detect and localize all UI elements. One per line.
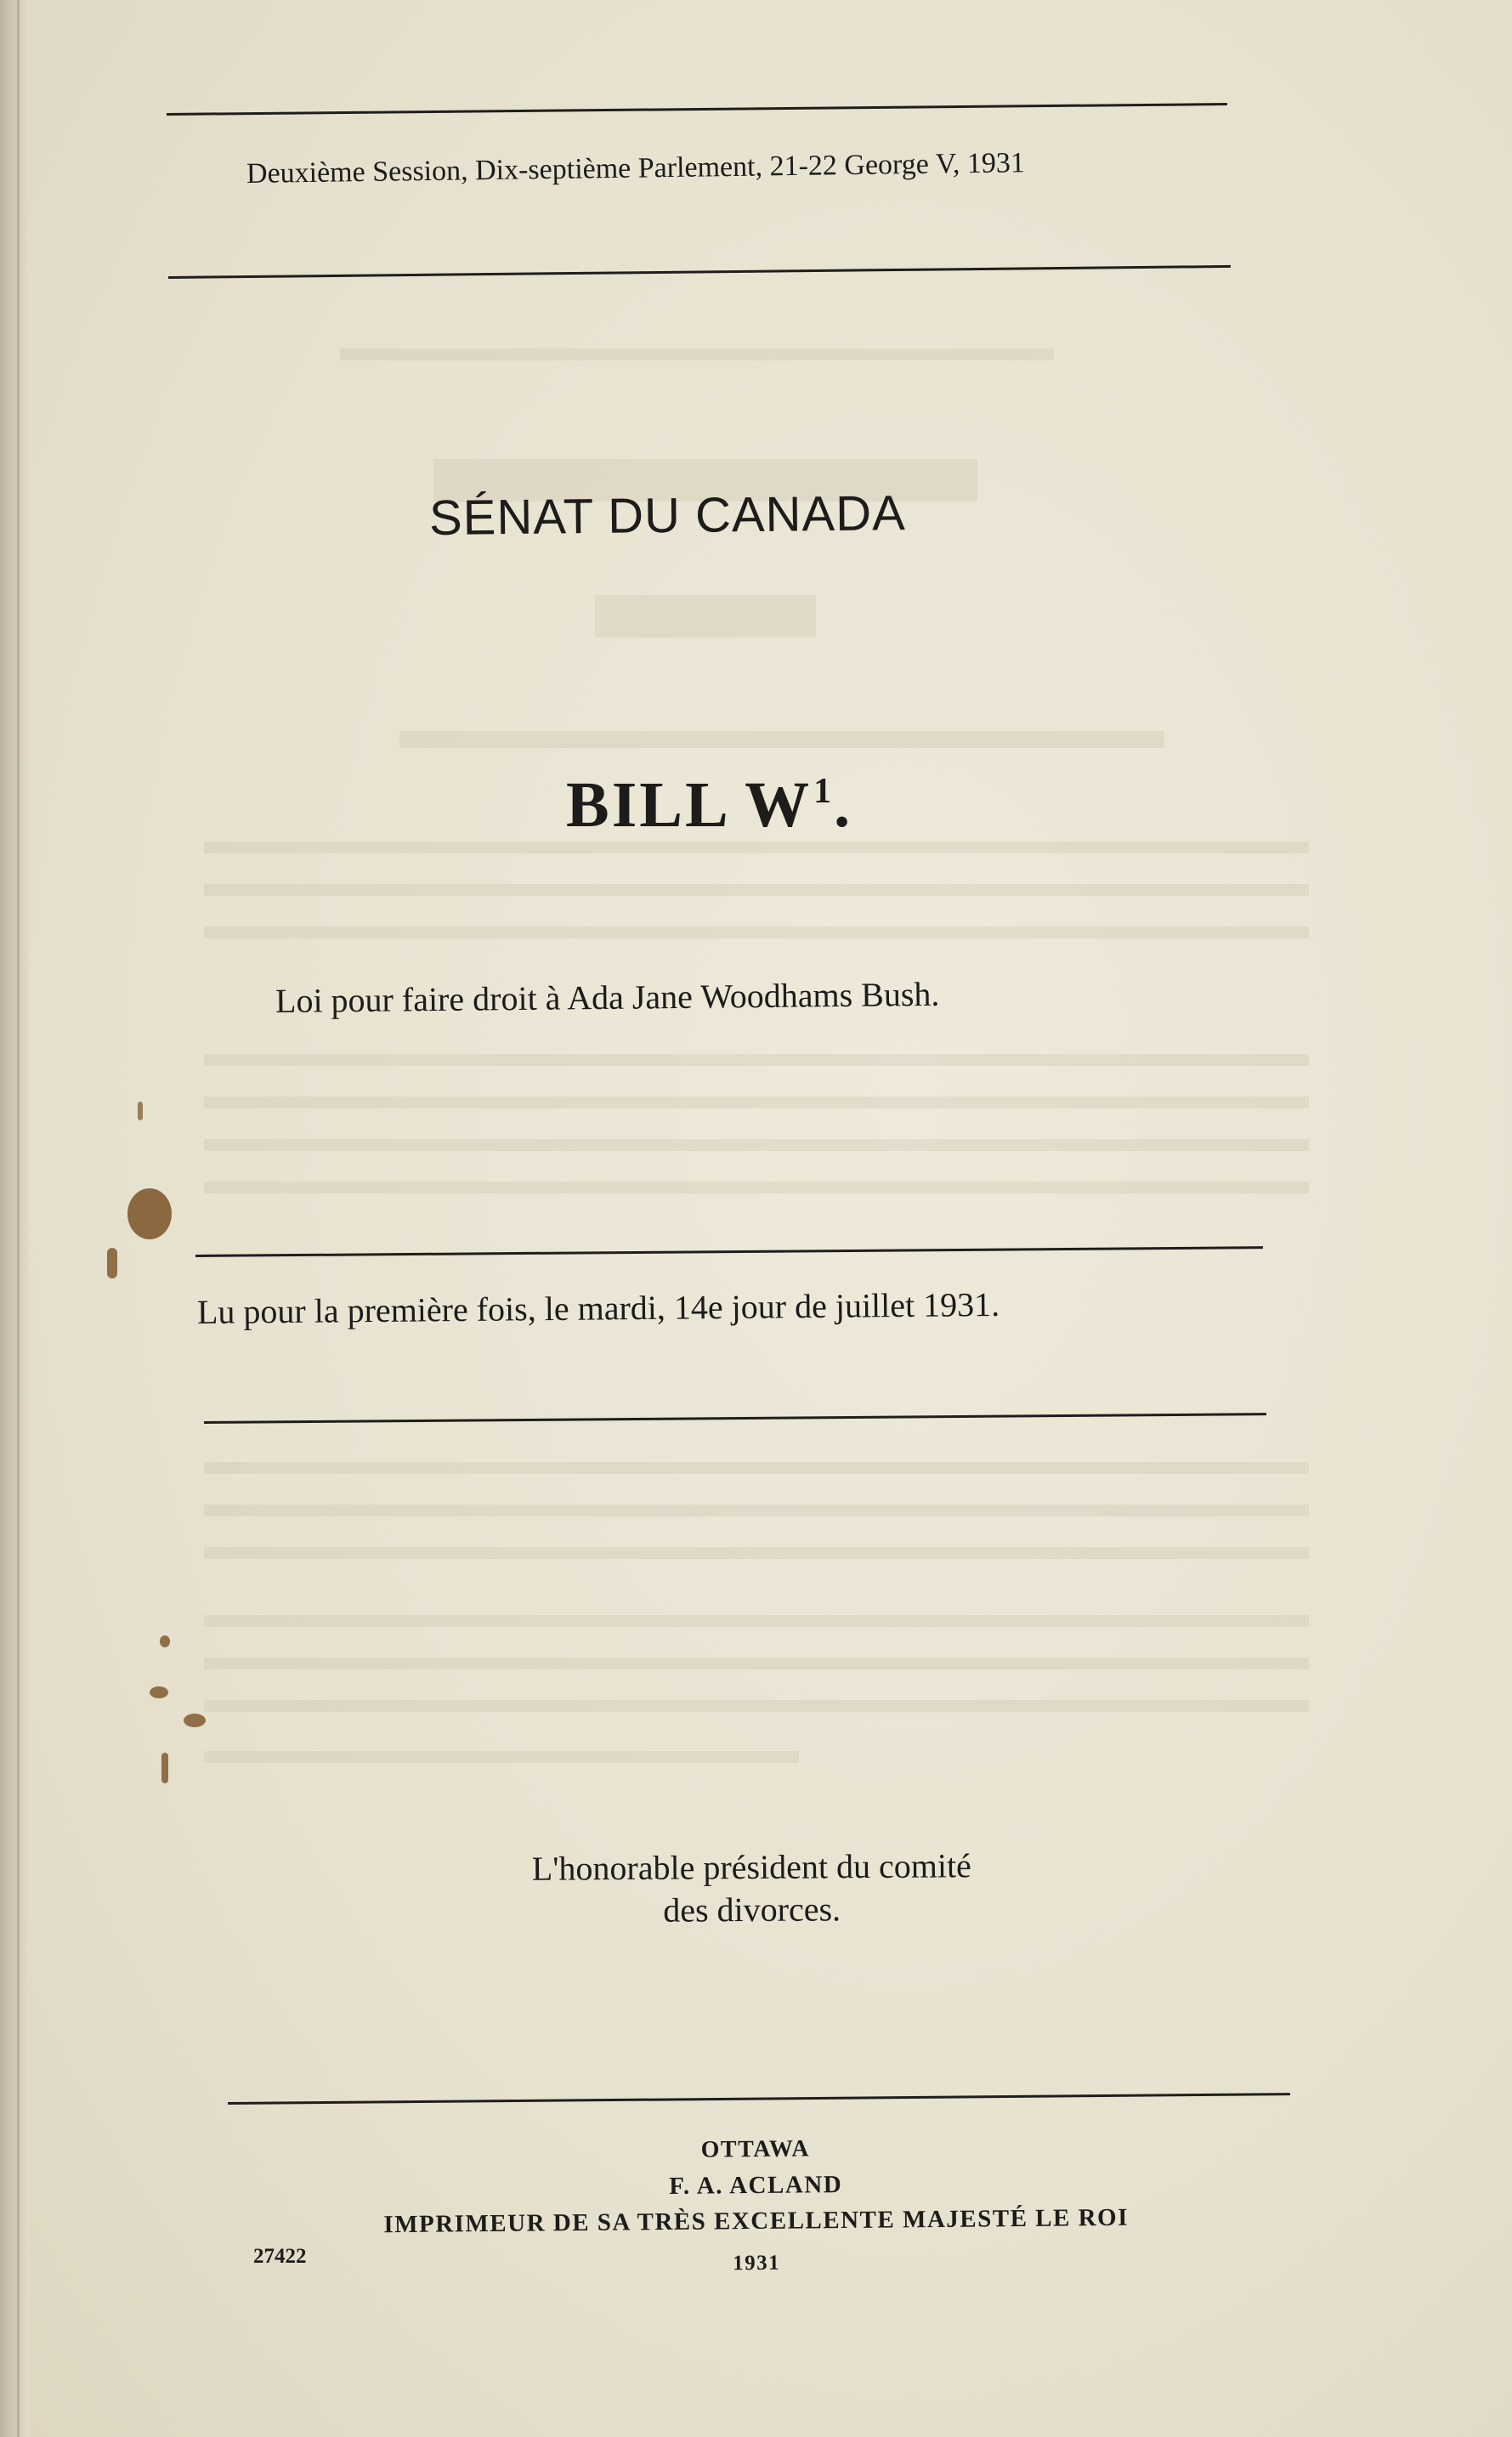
sponsor-line-2: des divorces.: [663, 1890, 841, 1930]
senate-title: SÉNAT DU CANADA: [428, 485, 907, 546]
bill-title: [566, 768, 852, 842]
show-through-block: [204, 842, 1309, 853]
show-through-block: [204, 884, 1309, 896]
imprint-printer-title: IMPRIMEUR DE SA TRÈS EXCELLENTE MAJESTÉ LE ROI: [383, 2203, 1130, 2239]
show-through-block: [204, 1139, 1309, 1151]
imprint-year: 1931: [733, 2251, 781, 2275]
top-rule: [167, 103, 1227, 116]
show-through-block: [204, 1615, 1309, 1627]
show-through-block: [399, 731, 1164, 748]
show-through-block: [204, 1751, 799, 1763]
header-bottom-rule: [168, 265, 1231, 279]
ink-stain: [107, 1248, 117, 1278]
show-through-block: [204, 1658, 1309, 1669]
show-through-block: [204, 1054, 1309, 1066]
imprint-rule: [228, 2093, 1290, 2105]
bill-superscript: 1: [813, 772, 835, 811]
document-number: 27422: [253, 2245, 307, 2268]
ink-stain: [161, 1753, 168, 1783]
reading-top-rule: [195, 1246, 1263, 1257]
imprint-printer: F. A. ACLAND: [669, 2171, 843, 2200]
ink-stain: [138, 1102, 143, 1120]
imprint-city: OTTAWA: [700, 2135, 811, 2163]
bill-name: BILL W: [566, 769, 813, 841]
sponsor-block: [0, 1841, 1508, 1936]
show-through-block: [204, 1505, 1309, 1516]
imprint-block: [0, 2124, 1512, 2288]
sponsor-line-1: L'honorable président du comité: [531, 1846, 972, 1888]
show-through-block: [204, 1097, 1309, 1108]
bill-period: .: [834, 769, 853, 841]
first-reading-note: Lu pour la première fois, le mardi, 14e jour de juillet 1931.: [196, 1284, 1000, 1331]
show-through-block: [204, 1182, 1309, 1193]
show-through-block: [204, 1547, 1309, 1559]
binding-crease: [17, 0, 20, 2437]
ink-stain: [150, 1686, 168, 1698]
show-through-block: [204, 927, 1309, 938]
show-through-block: [204, 1700, 1309, 1712]
binding-edge: [0, 0, 29, 2437]
ink-stain: [160, 1635, 170, 1647]
ink-stain: [184, 1714, 206, 1727]
bill-description: Loi pour faire droit à Ada Jane Woodhams Bush.: [275, 974, 940, 1020]
show-through-block: [204, 1462, 1309, 1474]
show-through-block: [340, 349, 1054, 360]
reading-bottom-rule: [204, 1413, 1266, 1424]
show-through-block: [595, 595, 816, 638]
ink-stain: [127, 1188, 172, 1239]
session-header: Deuxième Session, Dix-septième Parlement, 21-22 George V, 1931: [246, 147, 1026, 190]
